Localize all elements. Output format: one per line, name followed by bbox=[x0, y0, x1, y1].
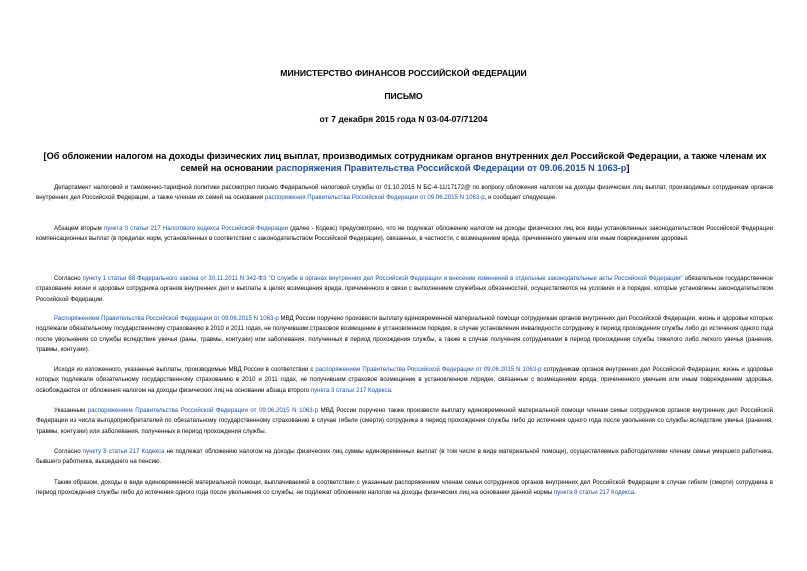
decree-link[interactable]: распоряжением Правительства Российской Федерации от 09.06.2015 N 1063-р bbox=[315, 366, 542, 373]
document-title: [Об обложении налогом на доходы физических лиц выплат, производимых сотрудникам органов внутренних дел Российской Федерации, а также членам их семей на основании распоряжения Правительства Российской Федерации от 09.06.2015 N 1063-р] bbox=[43, 151, 767, 173]
ministry-heading: МИНИСТЕРСТВО ФИНАНСОВ РОССИЙСКОЙ ФЕДЕРАЦИИ bbox=[280, 68, 527, 78]
paragraph-7: Согласно пункту 8 статьи 217 Кодекса не подлежат обложению налогом на доходы физических лиц суммы единовременных выплат (в том числе в виде материальной помощи), осуществляемых работодателями членам семьи умершего работника, бывшего работника, вышедшего на пенсию. bbox=[36, 448, 773, 466]
document-type: ПИСЬМО bbox=[384, 91, 423, 101]
tax-code-link[interactable]: пункта 3 статьи 217 Налогового кодекса Российской Федерации bbox=[103, 225, 289, 232]
paragraph-5: Исходя из изложенного, указанные выплаты, производимые МВД России в соответствии с распоряжением Правительства Российской Федерации от 09.06.2015 N 1063-р сотрудникам органов внутренних дел Российской Федерации, жизнь и здоровье которых подлежали обязательному государственному страхованию в 2010 и 2011 годах, не получившим страховое возмещение в установленном порядке, связанные с возмещением вреда, причиненного увечьем или иным повреждением здоровья, освобождаются от обложения налогом на доходы физических лиц на основании абзаца второго пункта 3 статьи 217 Кодекса. bbox=[36, 366, 774, 394]
decree-link[interactable]: Распоряжением Правительства Российской Федерации от 09.06.2015 N 1063-р bbox=[54, 315, 279, 322]
code-article-link[interactable]: пункта 8 статьи 217 Кодекса bbox=[553, 489, 635, 497]
paragraph-1: Департамент налоговой и таможенно-тарифной политики рассмотрел письмо Федеральной налоговой службы от 01.10.2015 N БС-4-11/17172@ по вопросу обложения налогом на доходы физических лиц выплат, производимых сотрудникам органов внутренних дел Российской Федерации, а также членам их семей на основании распоряжения Правительства Российской Федерации от 09.06.2015 N 1063-р, и сообщает следующее. bbox=[36, 184, 773, 202]
title-decree-link[interactable]: распоряжения Правительства Российской Федерации от 09.06.2015 N 1063-р bbox=[275, 163, 627, 173]
paragraph-8: Таким образом, доходы в виде единовременной материальной помощи, выплачиваемой в соответствии с указанным распоряжением членам семьи сотрудников органов внутренних дел Российской Федерации в случае гибели (смерти) сотрудника в период прохождения службы либо до истечения одного года после увольнения со службы, не подлежат обложению налогом на доходы физических лиц на основании данной нормы пункта 8 статьи 217 Кодекса. bbox=[36, 479, 773, 497]
code-article-link[interactable]: пункту 8 статьи 217 Кодекса bbox=[82, 448, 165, 455]
paragraph-2: Абзацем вторым пункта 3 статьи 217 Налогового кодекса Российской Федерации (далее - Кодекс) предусмотрено, что не подлежат обложению налогом на доходы физических лиц все виды установленных законодательством Российской Федерации компенсационных выплат (в пределах норм, установленных в соответствии с законодательством Российской Федерации), связанных, в частности, с возмещением вреда, причиненного увечьем или иным повреждением здоровья. bbox=[36, 225, 773, 243]
paragraph-6: Указанным распоряжением Правительства Российской Федерации от 09.06.2015 N 1063-р МВД России поручено также произвести выплату единовременной материальной помощи членам семьи сотрудников органов внутренних дел Российской Федерации из числа выгодоприобретателей по обязательному государственному страхованию в случае гибели (смерти) сотрудника в период прохождения службы либо до истечения одного года после увольнения со службы вследствие увечья (ранения, травмы, контузии) или заболевания, полученных в период прохождения службы. bbox=[36, 407, 773, 435]
code-article-link[interactable]: пункта 3 статьи 217 Кодекса bbox=[310, 386, 391, 394]
paragraph-3: Согласно пункту 1 статьи 68 Федерального закона от 30.11.2011 N 342-ФЗ "О службе в органах внутренних дел Российской Федерации и внесении изменений в отдельные законодательные акты Российской Федерации" обязательное государственное страхование жизни и здоровья сотрудника органов внутренних дел и выплаты в целях возмещения вреда, причиненного в связи с выполнением служебных обязанностей, осуществляются на условиях и в порядке, которые установлены законодательством Российской Федерации. bbox=[36, 275, 773, 303]
decree-link[interactable]: распоряжения Правительства Российской Федерации от 09.06.2015 N 1063-р bbox=[264, 194, 485, 202]
document-date-number: от 7 декабря 2015 года N 03-04-07/71204 bbox=[319, 114, 488, 124]
decree-link[interactable]: распоряжением Правительства Российской Федерации от 09.06.2015 N 1063-р bbox=[87, 407, 319, 414]
paragraph-4: Распоряжением Правительства Российской Федерации от 09.06.2015 N 1063-р МВД России поручено произвести выплату единовременной материальной помощи сотрудникам органов внутренних дел Российской Федерации, жизнь и здоровье которых подлежали обязательному государственному страхованию в 2010 и 2011 годах, не получившим страховое возмещение в установленном порядке, в случае установления инвалидности сотруднику в период прохождения службы либо до истечения одного года после увольнения со службы вследствие увечья (раны, травмы, контузии) или заболевания, полученных в период прохождения службы, а также в случае получения сотрудниками в период прохождения службы тяжелого либо легкого увечья (ранения, травмы, контузии). bbox=[36, 315, 773, 353]
federal-law-link[interactable]: пункту 1 статьи 68 Федерального закона от 30.11.2011 N 342-ФЗ "О службе в органах внутренних дел Российской Федерации и внесении изменений в отдельные законодательные акты Российской Федерации" bbox=[82, 275, 683, 282]
